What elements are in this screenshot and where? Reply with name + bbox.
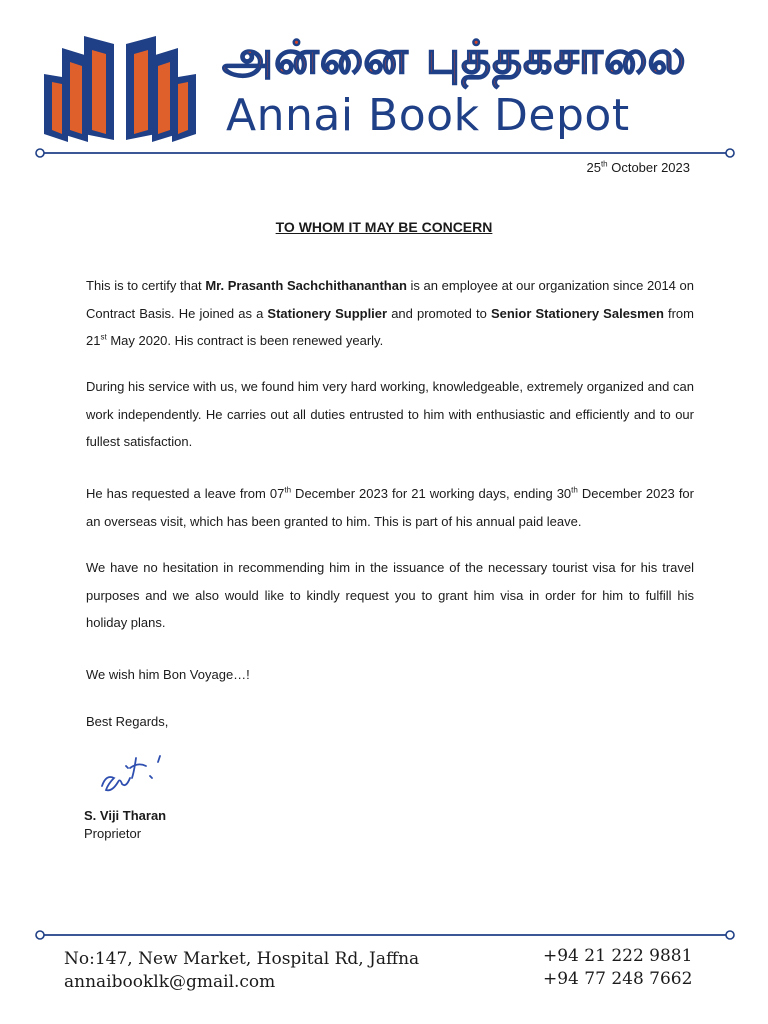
letter-date: 25th October 2023	[586, 159, 690, 175]
closing-salutation: Best Regards,	[86, 714, 169, 729]
footer-contact	[64, 948, 419, 994]
paragraph-certification: This is to certify that Mr. Prasanth Sachchithananthan is an employee at our organization since 2014 on Contract Basis. He joined as a Stationery Supplier and promoted to Senior Stationery Salesmen from 21st May 2020. His contract is been renewed yearly.	[86, 278, 694, 348]
letter-subject: TO WHOM IT MAY BE CONCERN	[275, 219, 493, 235]
brand-name-tamil: அன்னை புத்தகசாலை	[222, 30, 687, 84]
footer-phones	[543, 945, 692, 991]
header-divider	[34, 147, 736, 159]
footer-address: No:147, New Market, Hospital Rd, Jaffna	[64, 949, 420, 969]
signer-title: Proprietor	[84, 826, 142, 841]
footer-email: annaibooklk@gmail.com	[64, 972, 276, 992]
brand-name-english: Annai Book Depot	[226, 90, 630, 141]
phone-landline: +94 21 222 9881	[543, 946, 693, 966]
footer-divider	[34, 929, 736, 941]
employee-name: Mr. Prasanth Sachchithananthan	[205, 278, 407, 293]
current-role: Senior Stationery Salesmen	[490, 305, 664, 321]
paragraph-recommendation: We have no hesitation in recommending him in the issuance of the necessary tourist visa for his travel purposes and we also would like to kindly request you to grant him visa in order for him to fulfill his holiday plans.	[86, 560, 694, 630]
initial-role: Stationery Supplier	[267, 305, 388, 321]
paragraph-performance: During his service with us, we found him very hard working, knowledgeable, extremely organized and can work independently. He carries out all duties entrusted to him with enthusiastic and efficiently and to our fullest satisfaction.	[86, 379, 694, 449]
paragraph-wishes: We wish him Bon Voyage…!	[86, 667, 250, 682]
paragraph-leave: He has requested a leave from 07th December 2023 for 21 working days, ending 30th December 2023 for an overseas visit, which has been granted to him. This is part of his annual paid leave.	[86, 485, 694, 529]
signer-name: S. Viji Tharan	[84, 808, 167, 823]
phone-mobile: +94 77 248 7662	[543, 969, 693, 989]
open-book-logo	[40, 30, 200, 145]
handwritten-signature	[96, 748, 176, 798]
